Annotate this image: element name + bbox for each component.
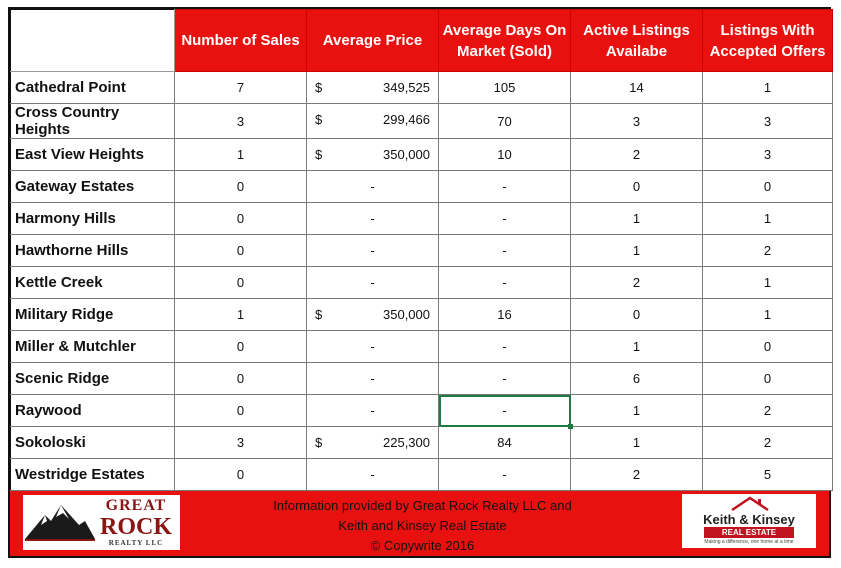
- price-value: -: [370, 467, 375, 482]
- price-value: 350,000: [383, 147, 430, 162]
- active-cell[interactable]: 1: [571, 235, 703, 267]
- average-price-cell[interactable]: [307, 331, 439, 363]
- accepted-cell[interactable]: 0: [703, 363, 833, 395]
- active-cell[interactable]: 1: [571, 203, 703, 235]
- price-value: -: [370, 403, 375, 418]
- currency-symbol: $: [315, 80, 323, 95]
- currency-symbol: $: [315, 307, 323, 322]
- sales-cell[interactable]: 1: [175, 299, 307, 331]
- header-average-price[interactable]: Average Price: [307, 10, 439, 72]
- average-price-cell[interactable]: [307, 459, 439, 491]
- price-value: 350,000: [383, 307, 430, 322]
- sales-cell[interactable]: 0: [175, 267, 307, 299]
- sales-cell[interactable]: 0: [175, 395, 307, 427]
- great-rock-logo-line1: GREAT: [105, 497, 167, 514]
- sales-cell[interactable]: 7: [175, 72, 307, 104]
- keith-kinsey-tagline: Making a difference, one home at a time: [704, 539, 794, 545]
- average-price-cell[interactable]: [307, 104, 439, 139]
- average-price-cell[interactable]: [307, 203, 439, 235]
- active-cell[interactable]: 0: [571, 171, 703, 203]
- neighborhood-name-cell[interactable]: Sokoloski: [11, 427, 175, 459]
- table-row: [11, 203, 833, 235]
- active-cell[interactable]: 0: [571, 299, 703, 331]
- table-row: [11, 235, 833, 267]
- accepted-cell[interactable]: 1: [703, 299, 833, 331]
- active-cell[interactable]: 1: [571, 395, 703, 427]
- table-row: [11, 395, 833, 427]
- sales-cell[interactable]: 0: [175, 331, 307, 363]
- accepted-cell[interactable]: 0: [703, 171, 833, 203]
- average-price-cell[interactable]: [307, 171, 439, 203]
- accepted-cell[interactable]: 2: [703, 235, 833, 267]
- sales-cell[interactable]: 0: [175, 363, 307, 395]
- header-accepted-offers[interactable]: Listings With Accepted Offers: [703, 10, 833, 72]
- sales-table: [10, 9, 833, 491]
- days-cell[interactable]: 10: [439, 139, 571, 171]
- active-cell[interactable]: 14: [571, 72, 703, 104]
- neighborhood-name-cell[interactable]: Cathedral Point: [11, 72, 175, 104]
- active-cell[interactable]: 3: [571, 104, 703, 139]
- price-value: -: [370, 179, 375, 194]
- table-row: [11, 267, 833, 299]
- price-value: -: [370, 371, 375, 386]
- header-average-days-on-market[interactable]: Average Days On Market (Sold): [439, 10, 571, 72]
- neighborhood-name-cell[interactable]: Hawthorne Hills: [11, 235, 175, 267]
- price-value: 225,300: [383, 435, 430, 450]
- neighborhood-name-cell[interactable]: Westridge Estates: [11, 459, 175, 491]
- table-row: [11, 171, 833, 203]
- sales-cell[interactable]: 0: [175, 203, 307, 235]
- selected-cell[interactable]: [439, 395, 571, 427]
- neighborhood-name-cell[interactable]: Harmony Hills: [11, 203, 175, 235]
- sales-cell[interactable]: 0: [175, 459, 307, 491]
- accepted-cell[interactable]: 3: [703, 139, 833, 171]
- active-cell[interactable]: 2: [571, 139, 703, 171]
- average-price-cell[interactable]: [307, 267, 439, 299]
- accepted-cell[interactable]: 2: [703, 427, 833, 459]
- accepted-cell[interactable]: 1: [703, 203, 833, 235]
- sales-cell[interactable]: 3: [175, 427, 307, 459]
- neighborhood-name-cell[interactable]: Miller & Mutchler: [11, 331, 175, 363]
- header-active-listings[interactable]: Active Listings Availabe: [571, 10, 703, 72]
- header-corner-cell[interactable]: [11, 10, 175, 72]
- neighborhood-name-cell[interactable]: Raywood: [11, 395, 175, 427]
- table-row: [11, 299, 833, 331]
- currency-symbol: $: [315, 147, 323, 162]
- days-cell[interactable]: 70: [439, 104, 571, 139]
- days-cell[interactable]: -: [439, 363, 571, 395]
- average-price-cell[interactable]: [307, 395, 439, 427]
- accepted-cell[interactable]: 2: [703, 395, 833, 427]
- table-row: [11, 139, 833, 171]
- average-price-cell[interactable]: [307, 72, 439, 104]
- sales-cell[interactable]: 1: [175, 139, 307, 171]
- keith-kinsey-sub: REAL ESTATE: [704, 527, 794, 538]
- days-cell[interactable]: -: [439, 235, 571, 267]
- active-cell[interactable]: 2: [571, 267, 703, 299]
- table-row: [11, 363, 833, 395]
- footer-credits: [250, 496, 595, 556]
- footer-line-2: Keith and Kinsey Real Estate: [338, 518, 507, 533]
- days-cell[interactable]: -: [439, 171, 571, 203]
- average-price-cell[interactable]: [307, 427, 439, 459]
- days-cell[interactable]: -: [439, 331, 571, 363]
- currency-symbol: $: [315, 112, 323, 127]
- average-price-cell[interactable]: [307, 139, 439, 171]
- price-value: -: [370, 211, 375, 226]
- price-value: -: [370, 339, 375, 354]
- table-row: [11, 72, 833, 104]
- active-cell[interactable]: 1: [571, 427, 703, 459]
- neighborhood-name-cell[interactable]: Gateway Estates: [11, 171, 175, 203]
- great-rock-logo-line3: REALTY LLC: [108, 539, 164, 547]
- price-value: -: [370, 243, 375, 258]
- keith-kinsey-name: Keith & Kinsey: [703, 512, 795, 527]
- active-cell[interactable]: 2: [571, 459, 703, 491]
- neighborhood-name-cell[interactable]: Scenic Ridge: [11, 363, 175, 395]
- accepted-cell[interactable]: 0: [703, 331, 833, 363]
- average-price-cell[interactable]: [307, 299, 439, 331]
- days-value: -: [502, 403, 507, 418]
- days-cell[interactable]: 84: [439, 427, 571, 459]
- header-row: [11, 10, 833, 72]
- accepted-cell[interactable]: 1: [703, 72, 833, 104]
- mountain-icon: [23, 495, 97, 550]
- footer-line-1: Information provided by Great Rock Realty LLC and: [273, 498, 572, 513]
- price-value: -: [370, 275, 375, 290]
- neighborhood-name-cell[interactable]: Kettle Creek: [11, 267, 175, 299]
- footer-line-3: © Copywrite 2016: [370, 538, 475, 553]
- table-row: [11, 331, 833, 363]
- table-row: [11, 104, 833, 139]
- days-cell[interactable]: 105: [439, 72, 571, 104]
- table-row: [11, 427, 833, 459]
- fill-handle[interactable]: [568, 424, 573, 429]
- days-cell[interactable]: 16: [439, 299, 571, 331]
- active-cell[interactable]: 1: [571, 331, 703, 363]
- days-cell[interactable]: -: [439, 203, 571, 235]
- sales-cell[interactable]: 0: [175, 235, 307, 267]
- average-price-cell[interactable]: [307, 363, 439, 395]
- neighborhood-name-cell[interactable]: Cross Country Heights: [11, 104, 175, 139]
- accepted-cell[interactable]: 1: [703, 267, 833, 299]
- price-value: 349,525: [383, 80, 430, 95]
- sales-cell[interactable]: 3: [175, 104, 307, 139]
- days-cell[interactable]: -: [439, 267, 571, 299]
- great-rock-logo-line2: ROCK: [100, 514, 172, 540]
- table-row: [11, 459, 833, 491]
- keith-kinsey-logo: [682, 494, 816, 548]
- neighborhood-name-cell[interactable]: Military Ridge: [11, 299, 175, 331]
- days-cell[interactable]: -: [439, 459, 571, 491]
- average-price-cell[interactable]: [307, 235, 439, 267]
- sales-cell[interactable]: 0: [175, 171, 307, 203]
- active-cell[interactable]: 6: [571, 363, 703, 395]
- header-number-of-sales[interactable]: Number of Sales: [175, 10, 307, 72]
- neighborhood-name-cell[interactable]: East View Heights: [11, 139, 175, 171]
- accepted-cell[interactable]: 5: [703, 459, 833, 491]
- house-roof-icon: [682, 494, 816, 514]
- currency-symbol: $: [315, 435, 323, 450]
- accepted-cell[interactable]: 3: [703, 104, 833, 139]
- great-rock-logo: [23, 495, 180, 550]
- price-value: 299,466: [383, 112, 430, 127]
